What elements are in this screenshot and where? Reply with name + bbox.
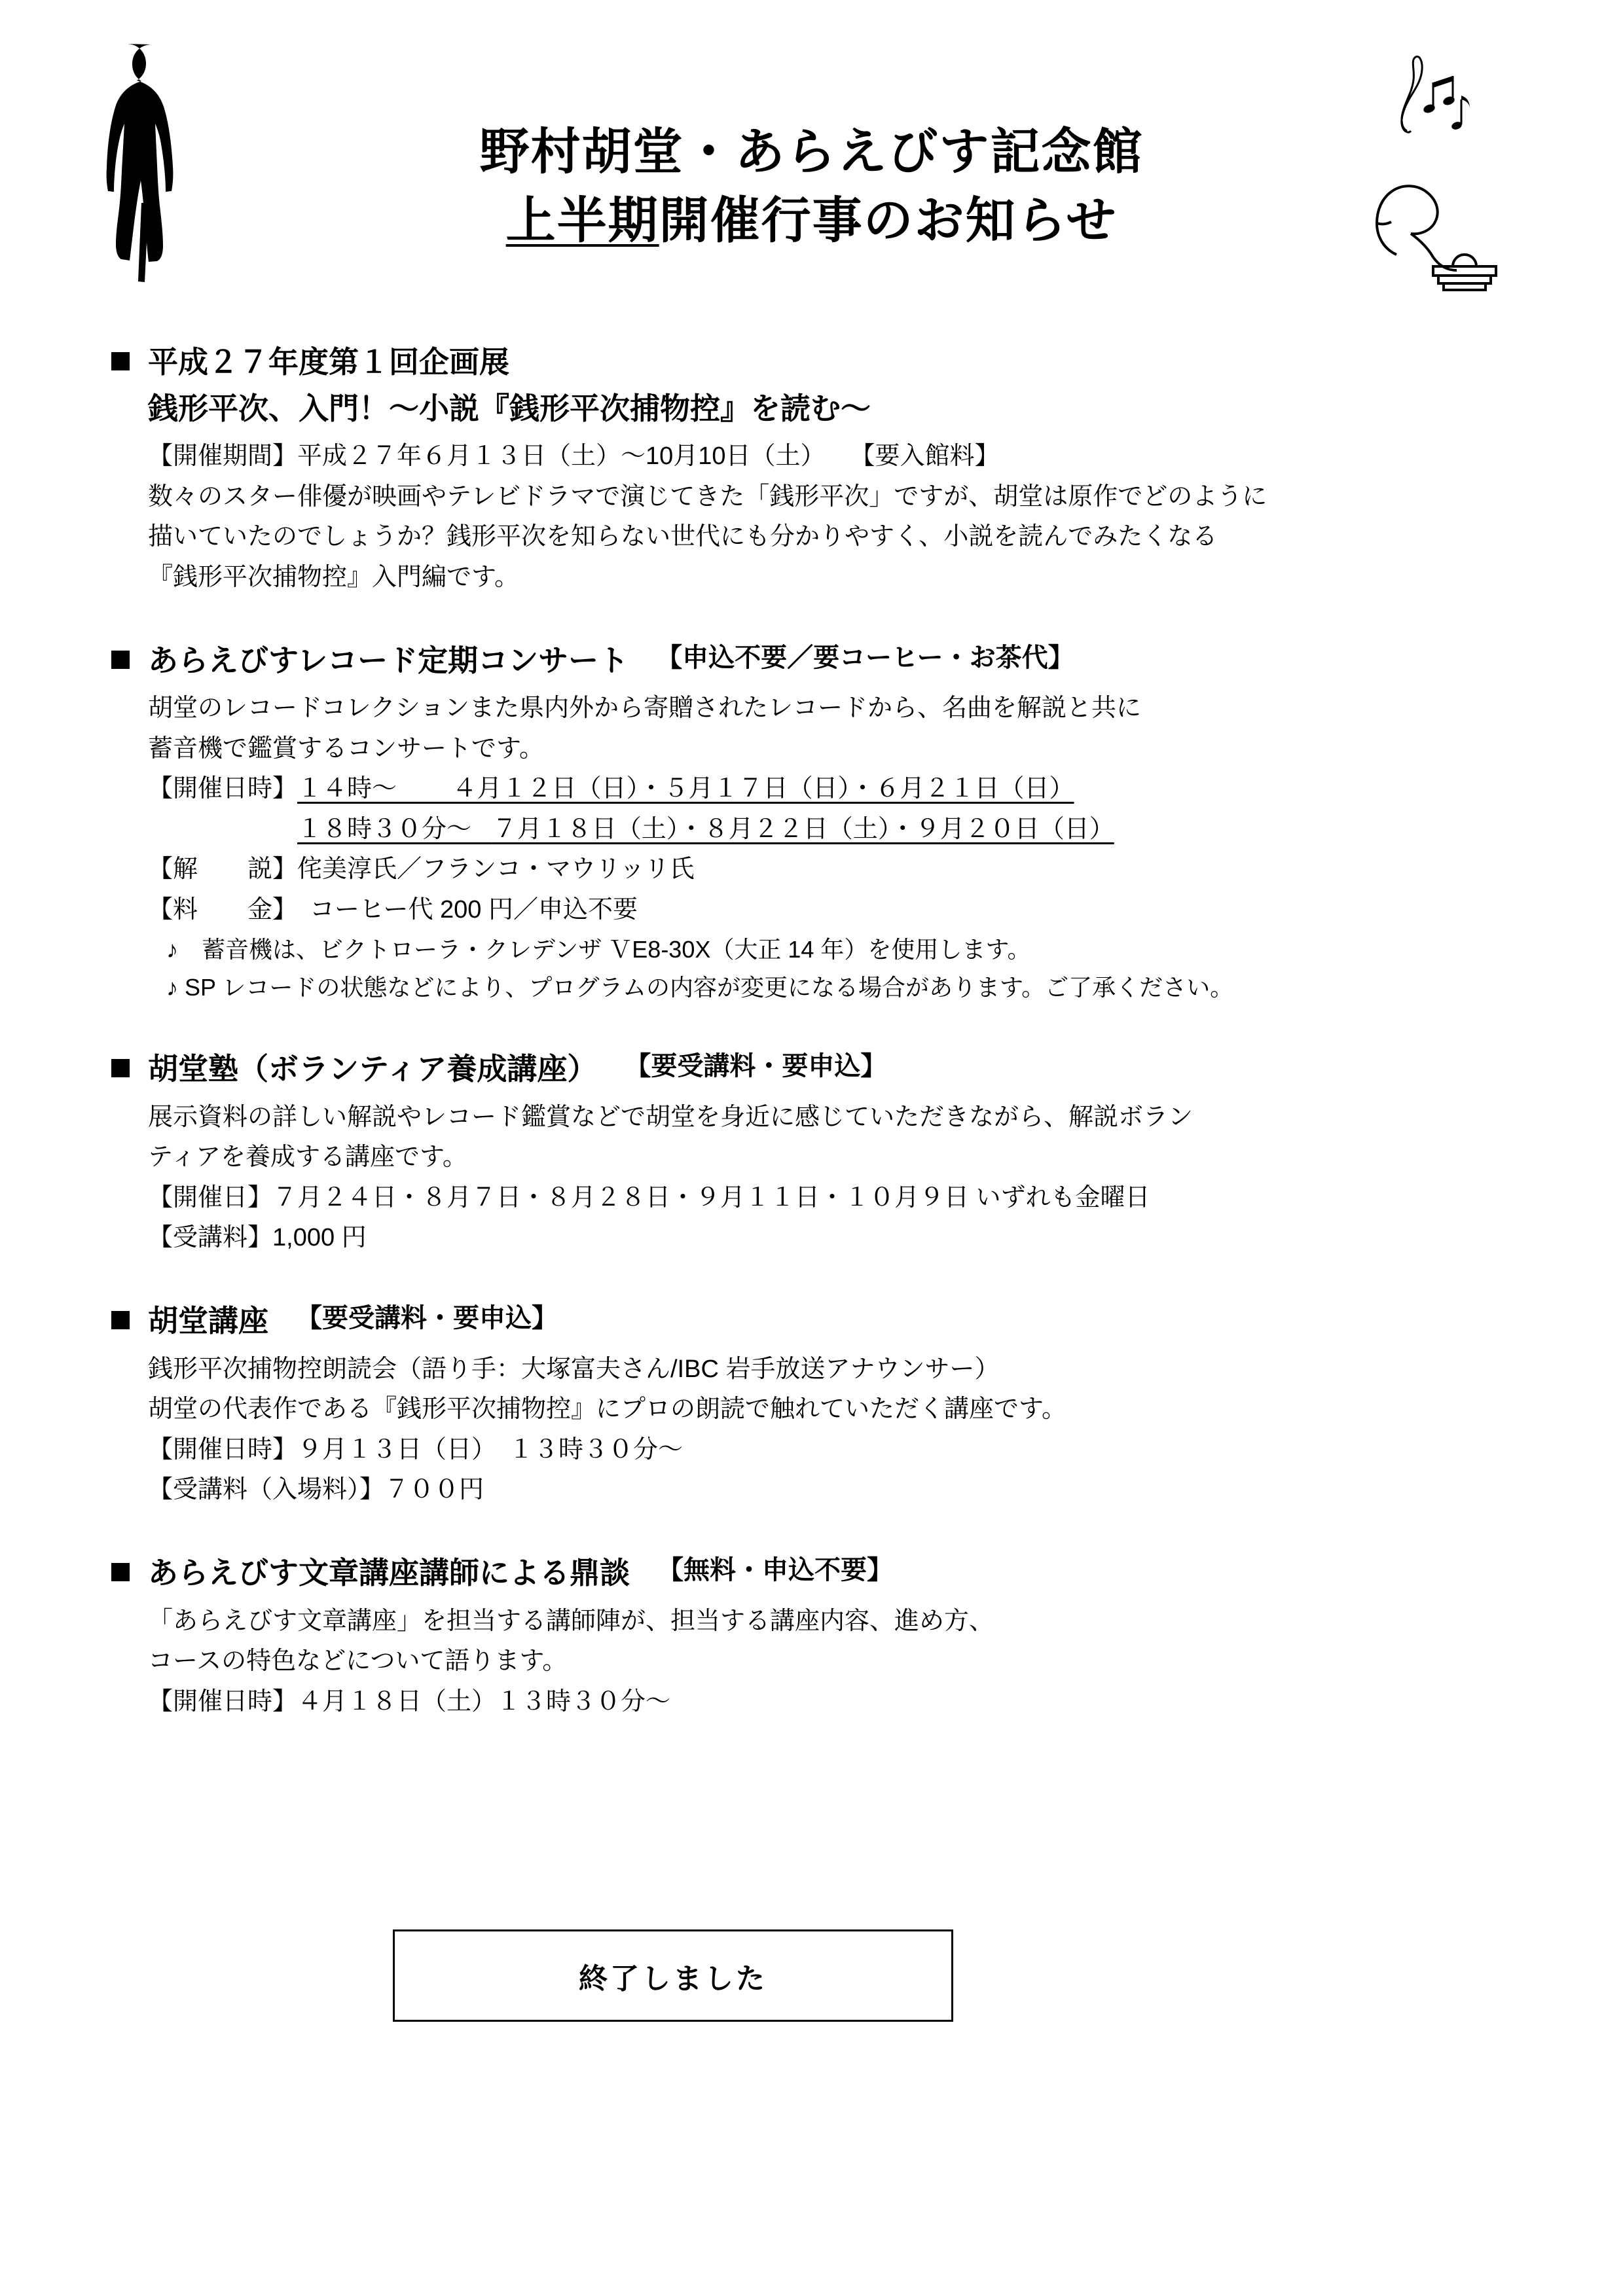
- body-line: 【開催日時】４月１８日（土）１３時３０分～: [148, 1687, 671, 1715]
- status-badge-finished: [393, 1929, 953, 2022]
- schedule-table: [297, 769, 1074, 810]
- title-line-2-rest: 開催行事のお知らせ: [659, 193, 1118, 249]
- section-heading-row: [111, 1551, 1512, 1595]
- schedule-row-2: [297, 816, 1114, 843]
- section-teidan: [111, 1551, 1512, 1722]
- body-line: 【開催日】７月２４日・８月７日・８月２８日・９月１１日・１０月９日 いずれも金曜日: [148, 1183, 1150, 1211]
- section-record-concert: [111, 639, 1512, 1007]
- section-heading: あらえびす文章講座講師による鼎談: [148, 1555, 630, 1590]
- body-line: コースの特色などについて語ります。: [148, 1647, 568, 1676]
- schedule-row-1: [297, 775, 1074, 802]
- schedule-table-2: [297, 810, 1114, 850]
- page-title: [0, 121, 1623, 252]
- schedule-row: [148, 769, 1512, 810]
- status-badge-label: 終了しました: [579, 1962, 767, 1995]
- section-note: 【無料・申込不要】: [657, 1555, 893, 1585]
- section-body: [148, 1350, 1512, 1511]
- section-note: 【要受講料・要申込】: [625, 1052, 887, 1081]
- body-line: 【開催期間】平成２７年６月１３日（土）～10月10日（土） 【要入館料】: [148, 442, 1000, 471]
- section-heading: 胡堂講座: [148, 1304, 268, 1338]
- schedule-time: １４時～: [297, 775, 397, 803]
- section-heading-row: [111, 1299, 1512, 1343]
- section-heading: あらえびすレコード定期コンサート: [148, 643, 629, 677]
- section-subheading: 銭形平次、入門！～小説『銭形平次捕物控』を読む～: [148, 391, 871, 425]
- body-line: 【解 説】侘美淳氏／フランコ・マウリッリ氏: [148, 855, 695, 884]
- body-line: 【受講料（入場料）】７００円: [148, 1476, 484, 1504]
- section-body: [148, 1602, 1512, 1723]
- section-heading-row: [111, 340, 1512, 384]
- body-line: 銭形平次捕物控朗読会（語り手：大塚富夫さん/IBC 岩手放送アナウンサー）: [148, 1355, 1000, 1383]
- body-line: ティアを養成する講座です。: [148, 1143, 467, 1172]
- body-line: 胡堂のレコードコレクションまた県内外から寄贈されたレコードから、名曲を解説と共に: [148, 694, 1141, 723]
- square-bullet-icon: [111, 1059, 130, 1077]
- schedule-gap: [397, 775, 452, 802]
- section-kodo-juku: [111, 1047, 1512, 1259]
- body-line: 蓄音機で鑑賞するコンサートです。: [148, 734, 544, 762]
- section-note: 【申込不要／要コーヒー・お茶代】: [656, 643, 1074, 672]
- section-heading: 平成２７年度第１回企画展: [148, 345, 509, 379]
- body-line: 『銭形平次捕物控』入門編です。: [148, 564, 519, 592]
- section-heading-row: [111, 1047, 1512, 1091]
- square-bullet-icon: [111, 651, 130, 669]
- section-body: [148, 689, 1512, 1007]
- body-line: 【開催日時】９月１３日（日） １３時３０分～: [148, 1435, 684, 1463]
- body-note: ♪ 蓄音機は、ビクトローラ・クレデンザ ＶE8-30X（大正 14 年）を使用します。: [166, 935, 1031, 963]
- body-line: 【受講料】1,000 円: [148, 1224, 367, 1252]
- section-heading: 胡堂塾（ボランティア養成講座）: [148, 1052, 598, 1086]
- body-line: 「あらえびす文章講座」を担当する講師陣が、担当する講座内容、進め方、: [148, 1607, 994, 1635]
- section-heading-row: [111, 639, 1512, 683]
- header: [0, 0, 1623, 340]
- body-line: 【料 金】 コーヒー代 200 円／申込不要: [148, 895, 638, 924]
- schedule-gap: [471, 816, 492, 843]
- section-note: 【要受講料・要申込】: [296, 1304, 558, 1333]
- content: [0, 340, 1623, 1722]
- title-line-1: 野村胡堂・あらえびす記念館: [479, 124, 1144, 180]
- square-bullet-icon: [111, 1311, 130, 1329]
- section-body: [148, 1098, 1512, 1259]
- section-kodo-kouza: [111, 1299, 1512, 1511]
- body-note: ♪ SP レコードの状態などにより、プログラムの内容が変更になる場合があります。ご了承ください。: [166, 973, 1234, 1001]
- section-exhibition: [111, 340, 1512, 598]
- body-line: 胡堂の代表作である『銭形平次捕物控』にプロの朗読で触れていただく講座です。: [148, 1395, 1067, 1424]
- body-line: 展示資料の詳しい解説やレコード鑑賞などで胡堂を身近に感じていただきながら、解説ボラン: [148, 1103, 1194, 1131]
- schedule-label: 【開催日時】: [148, 775, 298, 803]
- title-line-2-underlined: 上半期: [505, 193, 659, 249]
- schedule-time: １８時３０分～: [297, 815, 472, 843]
- square-bullet-icon: [111, 352, 130, 370]
- square-bullet-icon: [111, 1563, 130, 1581]
- section-body: [148, 437, 1512, 598]
- schedule-dates: ７月１８日（土）・８月２２日（土）・９月２０日（日）: [492, 815, 1114, 843]
- body-line: 描いていたのでしょうか？銭形平次を知らない世代にも分かりやすく、小説を読んでみたくなる: [148, 523, 1218, 551]
- schedule-dates: ４月１２日（日）・５月１７日（日）・６月２１日（日）: [452, 775, 1074, 803]
- body-line: 数々のスター俳優が映画やテレビドラマで演じてきた「銭形平次」ですが、胡堂は原作でどのように: [148, 482, 1267, 511]
- schedule-row: [148, 810, 1512, 850]
- title-line-2: [0, 190, 1623, 252]
